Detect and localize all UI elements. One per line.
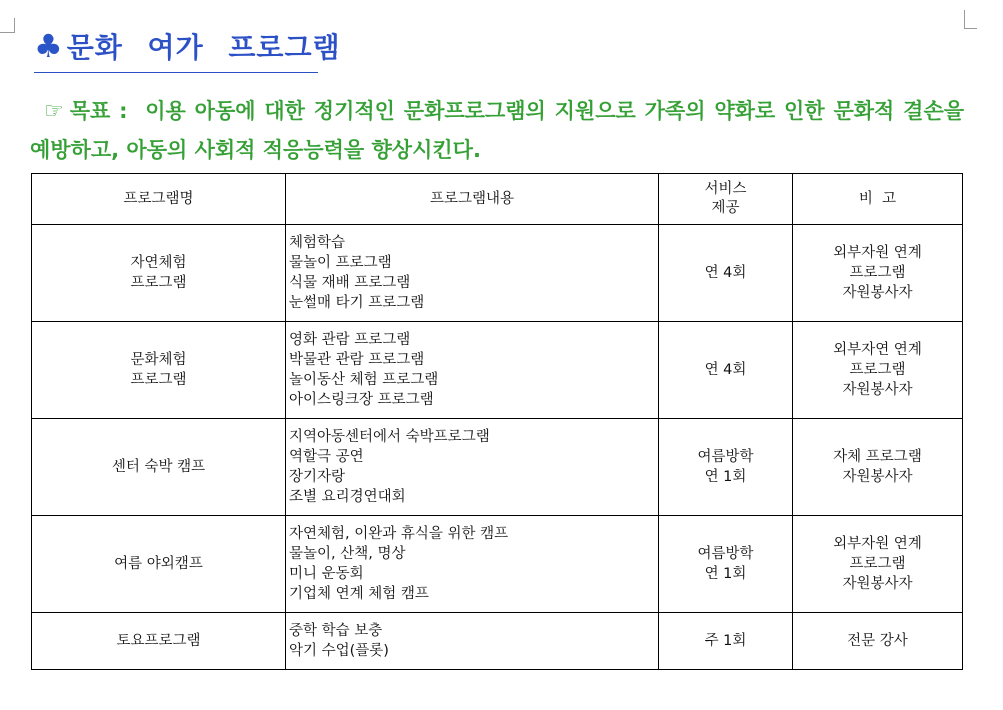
table-row [32, 419, 963, 516]
header-note: 비 고 [793, 174, 963, 225]
note-cell [793, 613, 963, 670]
program-content-line: 자연체험, 이완과 휴식을 위한 캠프 [289, 526, 509, 542]
program-name-cell [32, 419, 286, 516]
note-line: 외부자원 연계 [833, 536, 922, 552]
program-content-line: 조별 요리경연대회 [289, 489, 406, 505]
note-line: 외부자원 연계 [833, 245, 922, 261]
program-content-line: 역할극 공연 [289, 449, 364, 465]
note-line: 자원봉사자 [842, 576, 913, 592]
table-row [32, 516, 963, 613]
header-service [659, 174, 793, 225]
section-heading [34, 26, 341, 66]
program-table [31, 173, 963, 670]
header-program-content: 프로그램내용 [286, 174, 659, 225]
program-content-line: 영화 관람 프로그램 [289, 332, 411, 348]
service-cell [659, 419, 793, 516]
program-content-line: 놀이동산 체험 프로그램 [289, 372, 439, 388]
program-name-line: 자연체험 [130, 255, 187, 271]
goal-paragraph [30, 92, 964, 169]
note-line: 프로그램 [849, 556, 906, 572]
goal-text: 이용 아동에 대한 정기적인 문화프로그램의 지원으로 가족의 약화로 인한 문화적 결손을 예방하고, 아동의 사회적 적응능력을 향상시킨다. [30, 99, 965, 162]
program-content-line: 물놀이, 산책, 명상 [289, 546, 406, 562]
program-content-cell [286, 516, 659, 613]
goal-label: 목표 : [69, 99, 128, 123]
program-name-line: 문화체험 [130, 352, 187, 368]
program-content-line: 식물 재배 프로그램 [289, 275, 411, 291]
page-corner-mark-left [0, 18, 15, 33]
program-content-line: 악기 수업(플롯) [289, 643, 389, 659]
page-corner-mark-right [964, 10, 977, 29]
service-cell [659, 613, 793, 670]
program-name-cell [32, 613, 286, 670]
program-content-line: 장기자랑 [289, 469, 346, 485]
service-line: 여름방학 [697, 546, 754, 562]
note-line: 프로그램 [849, 362, 906, 378]
program-content-cell [286, 419, 659, 516]
program-content-line: 눈썰매 타기 프로그램 [289, 295, 425, 311]
note-line: 자원봉사자 [842, 382, 913, 398]
note-cell [793, 225, 963, 322]
table-row [32, 225, 963, 322]
program-name-cell [32, 322, 286, 419]
club-icon: ♣ [34, 27, 63, 65]
header-service-line: 제공 [711, 200, 740, 216]
service-cell [659, 516, 793, 613]
header-service-line: 서비스 [704, 181, 747, 197]
table-row [32, 322, 963, 419]
service-line: 연 4회 [704, 265, 747, 281]
table-row [32, 613, 963, 670]
note-line: 자원봉사자 [842, 469, 913, 485]
table-header-row [32, 174, 963, 225]
service-line: 연 1회 [704, 566, 747, 582]
note-line: 외부자연 연계 [833, 342, 922, 358]
program-name-cell [32, 225, 286, 322]
service-cell [659, 322, 793, 419]
program-content-line: 기업체 연계 체험 캠프 [289, 586, 429, 602]
section-heading-text: 문화 여가 프로그램 [66, 31, 341, 64]
note-line: 자원봉사자 [842, 285, 913, 301]
program-content-line: 중학 학습 보충 [289, 623, 383, 639]
header-program-name: 프로그램명 [32, 174, 286, 225]
note-cell [793, 419, 963, 516]
program-content-cell [286, 613, 659, 670]
service-line: 여름방학 [697, 449, 754, 465]
program-name-line: 프로그램 [130, 275, 187, 291]
program-content-cell [286, 322, 659, 419]
program-name-line: 프로그램 [130, 372, 187, 388]
service-line: 연 4회 [704, 362, 747, 378]
program-name-cell [32, 516, 286, 613]
program-content-line: 미니 운동회 [289, 566, 364, 582]
service-cell [659, 225, 793, 322]
note-line: 전문 강사 [847, 633, 908, 649]
note-line: 프로그램 [849, 265, 906, 281]
service-line: 연 1회 [704, 469, 747, 485]
program-content-line: 아이스링크장 프로그램 [289, 392, 434, 408]
note-cell [793, 516, 963, 613]
heading-underline [34, 72, 318, 73]
note-cell [793, 322, 963, 419]
program-name-line: 토요프로그램 [116, 633, 201, 649]
program-content-line: 체험학습 [289, 235, 346, 251]
program-content-cell [286, 225, 659, 322]
program-content-line: 지역아동센터에서 숙박프로그램 [289, 429, 490, 445]
program-content-line: 물놀이 프로그램 [289, 255, 392, 271]
note-line: 자체 프로그램 [833, 449, 922, 465]
program-content-line: 박물관 관람 프로그램 [289, 352, 425, 368]
program-name-line: 여름 야외캠프 [114, 556, 203, 572]
service-line: 주 1회 [704, 633, 747, 649]
program-name-line: 센터 숙박 캠프 [111, 459, 206, 475]
pointing-hand-icon: ☞ [44, 99, 64, 124]
